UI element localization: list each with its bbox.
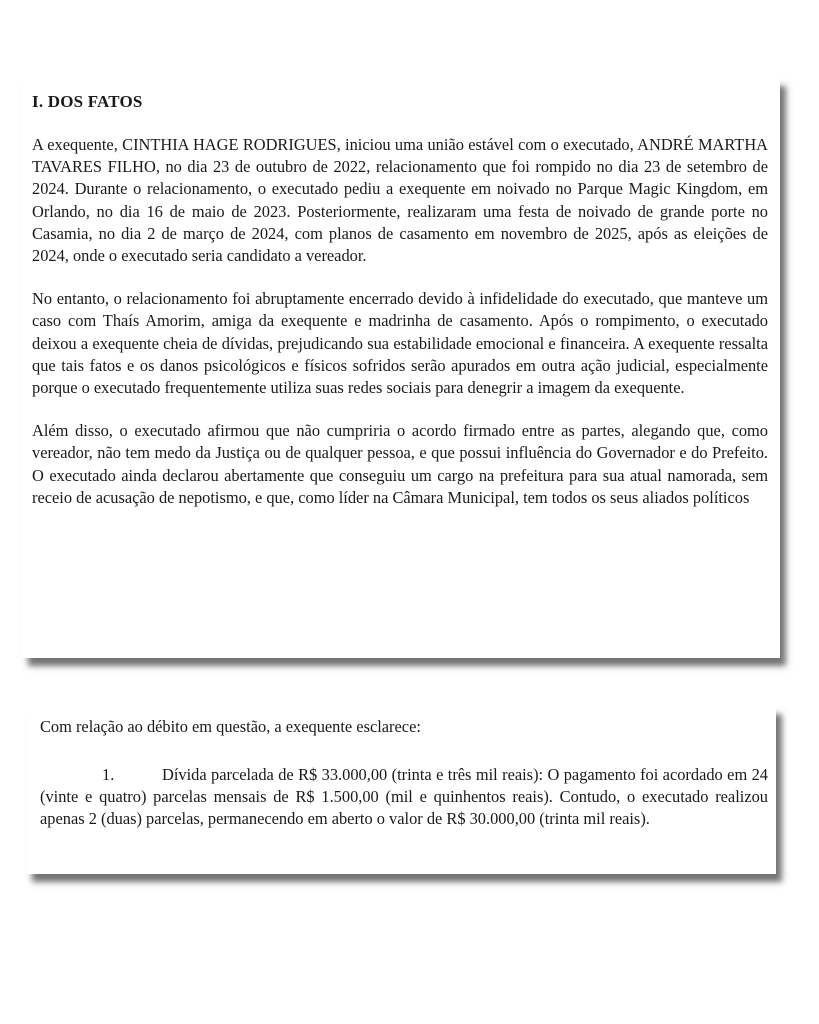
debt-intro: Com relação ao débito em questão, a exequente esclarece: <box>40 717 421 736</box>
debt-item-text: Dívida parcelada de R$ 33.000,00 (trinta e três mil reais): O pagamento foi acordado em 24 (vinte e quatro) parcelas mensais de R$ 1.500,00 (mil e quinhentos reais). Contudo, o executado realizou apenas 2 (duas) parcelas, permanecendo em aberto o valor de R$ 30.000,00 (trinta mil reais). <box>40 765 768 828</box>
debt-item-number: 1. <box>102 765 115 784</box>
paragraph-threats: Além disso, o executado afirmou que não cumpriria o acordo firmado entre as partes, alegando que, como vereador, não tem medo da Justiça ou de qualquer pessoa, e que possui influência do Governador e do Prefeito. O executado ainda declarou abertamente que conseguiu um cargo na prefeitura para sua atual namorada, sem receio de acusação de nepotismo, e que, como líder na Câmara Municipal, tem todos os seus aliados políticos <box>32 421 768 507</box>
debt-page-excerpt <box>26 706 776 874</box>
paragraph-infidelity: No entanto, o relacionamento foi abruptamente encerrado devido à infidelidade do executado, que manteve um caso com Thaís Amorim, amiga da exequente e madrinha de casamento. Após o rompimento, o executado deixou a exequente cheia de dívidas, prejudicando sua estabilidade emocional e financeira. A exequente ressalta que tais fatos e os danos psicológicos e físicos sofridos serão apurados em outra ação judicial, especialmente porque o executado frequentemente utiliza suas redes sociais para denegrir a imagem da exequente. <box>32 289 768 398</box>
paragraph-union: A exequente, CINTHIA HAGE RODRIGUES, iniciou uma união estável com o executado, ANDRÉ MARTHA TAVARES FILHO, no dia 23 de outubro de 2022, relacionamento que foi rompido no dia 23 de setembro de 2024. Durante o relacionamento, o executado pediu a exequente em noivado no Parque Magic Kingdom, em Orlando, no dia 16 de maio de 2023. Posteriormente, realizaram uma festa de noivado de grande porte no Casamia, no dia 2 de março de 2024, com planos de casamento em novembro de 2025, após as eleições de 2024, onde o executado seria candidato a vereador. <box>32 135 768 266</box>
section-heading: I. DOS FATOS <box>32 92 143 111</box>
facts-page-excerpt <box>22 78 780 658</box>
debt-item <box>40 764 768 830</box>
